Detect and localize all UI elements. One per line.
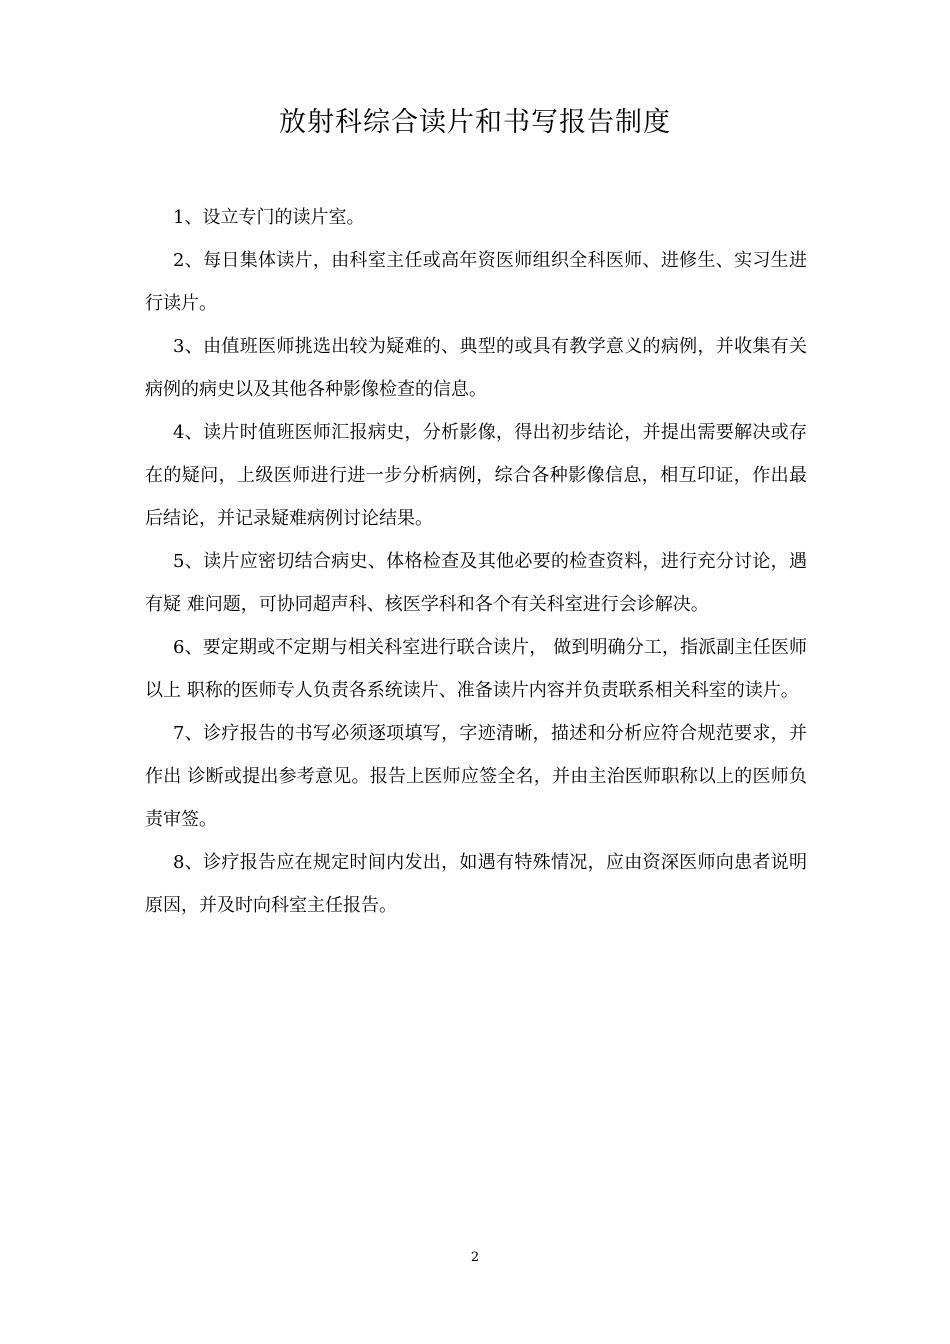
page-number: 2 [470,1250,480,1265]
document-title: 放射科综合读片和书写报告制度 [279,107,671,138]
paragraph-5: 5、读片应密切结合病史、体格检查及其他必要的检查资料，进行充分讨论，遇有疑 难问题，可协同超声科、核医学科和各个有关科室进行会诊解决。 [145,551,807,615]
paragraph-6: 6、要定期或不定期与相关科室进行联合读片， 做到明确分工，指派副主任医师以上 职称的医师专人负责各系统读片、准备读片内容并负责联系相关科室的读片。 [145,637,807,701]
document-body [145,196,807,927]
paragraph-7: 7、诊疗报告的书写必须逐项填写，字迹清晰，描述和分析应符合规范要求，并作出 诊断或提出参考意见。报告上医师应签全名，并由主治医师职称以上的医师负责审签。 [145,723,807,830]
paragraph-3: 3、由值班医师挑选出较为疑难的、典型的或具有教学意义的病例，并收集有关病例的病史以及其他各种影像检查的信息。 [145,336,807,400]
paragraph-1: 1、设立专门的读片室。 [173,207,365,228]
paragraph-8: 8、诊疗报告应在规定时间内发出，如遇有特殊情况，应由资深医师向患者说明原因，并及时向科室主任报告。 [145,852,807,916]
paragraph-2: 2、每日集体读片，由科室主任或高年资医师组织全科医师、进修生、实习生进行读片。 [145,250,807,314]
paragraph-4: 4、读片时值班医师汇报病史，分析影像，得出初步结论，并提出需要解决或存在的疑问，上级医师进行进一步分析病例，综合各种影像信息，相互印证，作出最后结论，并记录疑难病例讨论结果。 [145,422,807,529]
